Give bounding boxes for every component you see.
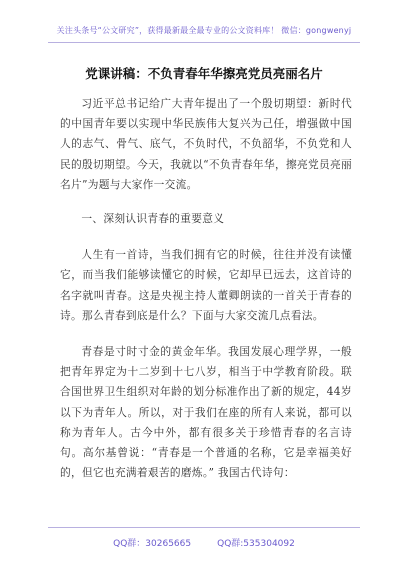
section-heading: 一、深刻认识青春的重要意义 bbox=[81, 212, 225, 226]
footer-divider bbox=[48, 527, 360, 528]
footer-qq-group-2: QQ群:535304092 bbox=[217, 539, 295, 549]
document-body bbox=[60, 94, 352, 483]
document-title: 党课讲稿：不负青春年华擦亮党员亮丽名片 bbox=[85, 66, 323, 81]
paragraph-youth: 青春是寸时寸金的黄金年华。我国发展心理学界，一般把青年界定为十二岁到十七八岁，相当于中学教育阶段。联合国世界卫生组织对年龄的划分标准作出了新的规定，44岁以下为青年人。所以，对于我们在座的所有人来说，都可以称为青年人。古今中外，都有很多关于珍惜青春的名言诗句。高尔基曾说：“青春是一个普通的名称，它是幸福美好的，但它也充满着艰苦的磨炼。” 我国古代诗句： bbox=[60, 345, 352, 480]
header-divider bbox=[48, 42, 360, 43]
paragraph-poem: 人生有一首诗，当我们拥有它的时候，往往并没有读懂它，而当我们能够读懂它的时候，它却早已远去，这首诗的名字就叫青春。这是央视主持人董卿朗读的一首关于青春的诗。那么青春到底是什么？下面与大家交流几点看法。 bbox=[60, 248, 352, 322]
paragraph-intro: 习近平总书记给广大青年提出了一个殷切期望：新时代的中国青年要以实现中华民族伟大复兴为己任，增强做中国人的志气、骨气、底气，不负时代，不负韶华，不负党和人民的殷切期望。今天，我就以“不负青春年华，擦亮党员亮丽名片”为题与大家作一交流。 bbox=[60, 97, 352, 191]
footer-qq-group-1: QQ群：30265665 bbox=[113, 539, 192, 549]
footer-contacts bbox=[0, 536, 408, 549]
header-promo-note: 关注头条号“公文研究”，获得最新最全最专业的公文资料库！ 微信：gongwenyj bbox=[56, 26, 352, 35]
